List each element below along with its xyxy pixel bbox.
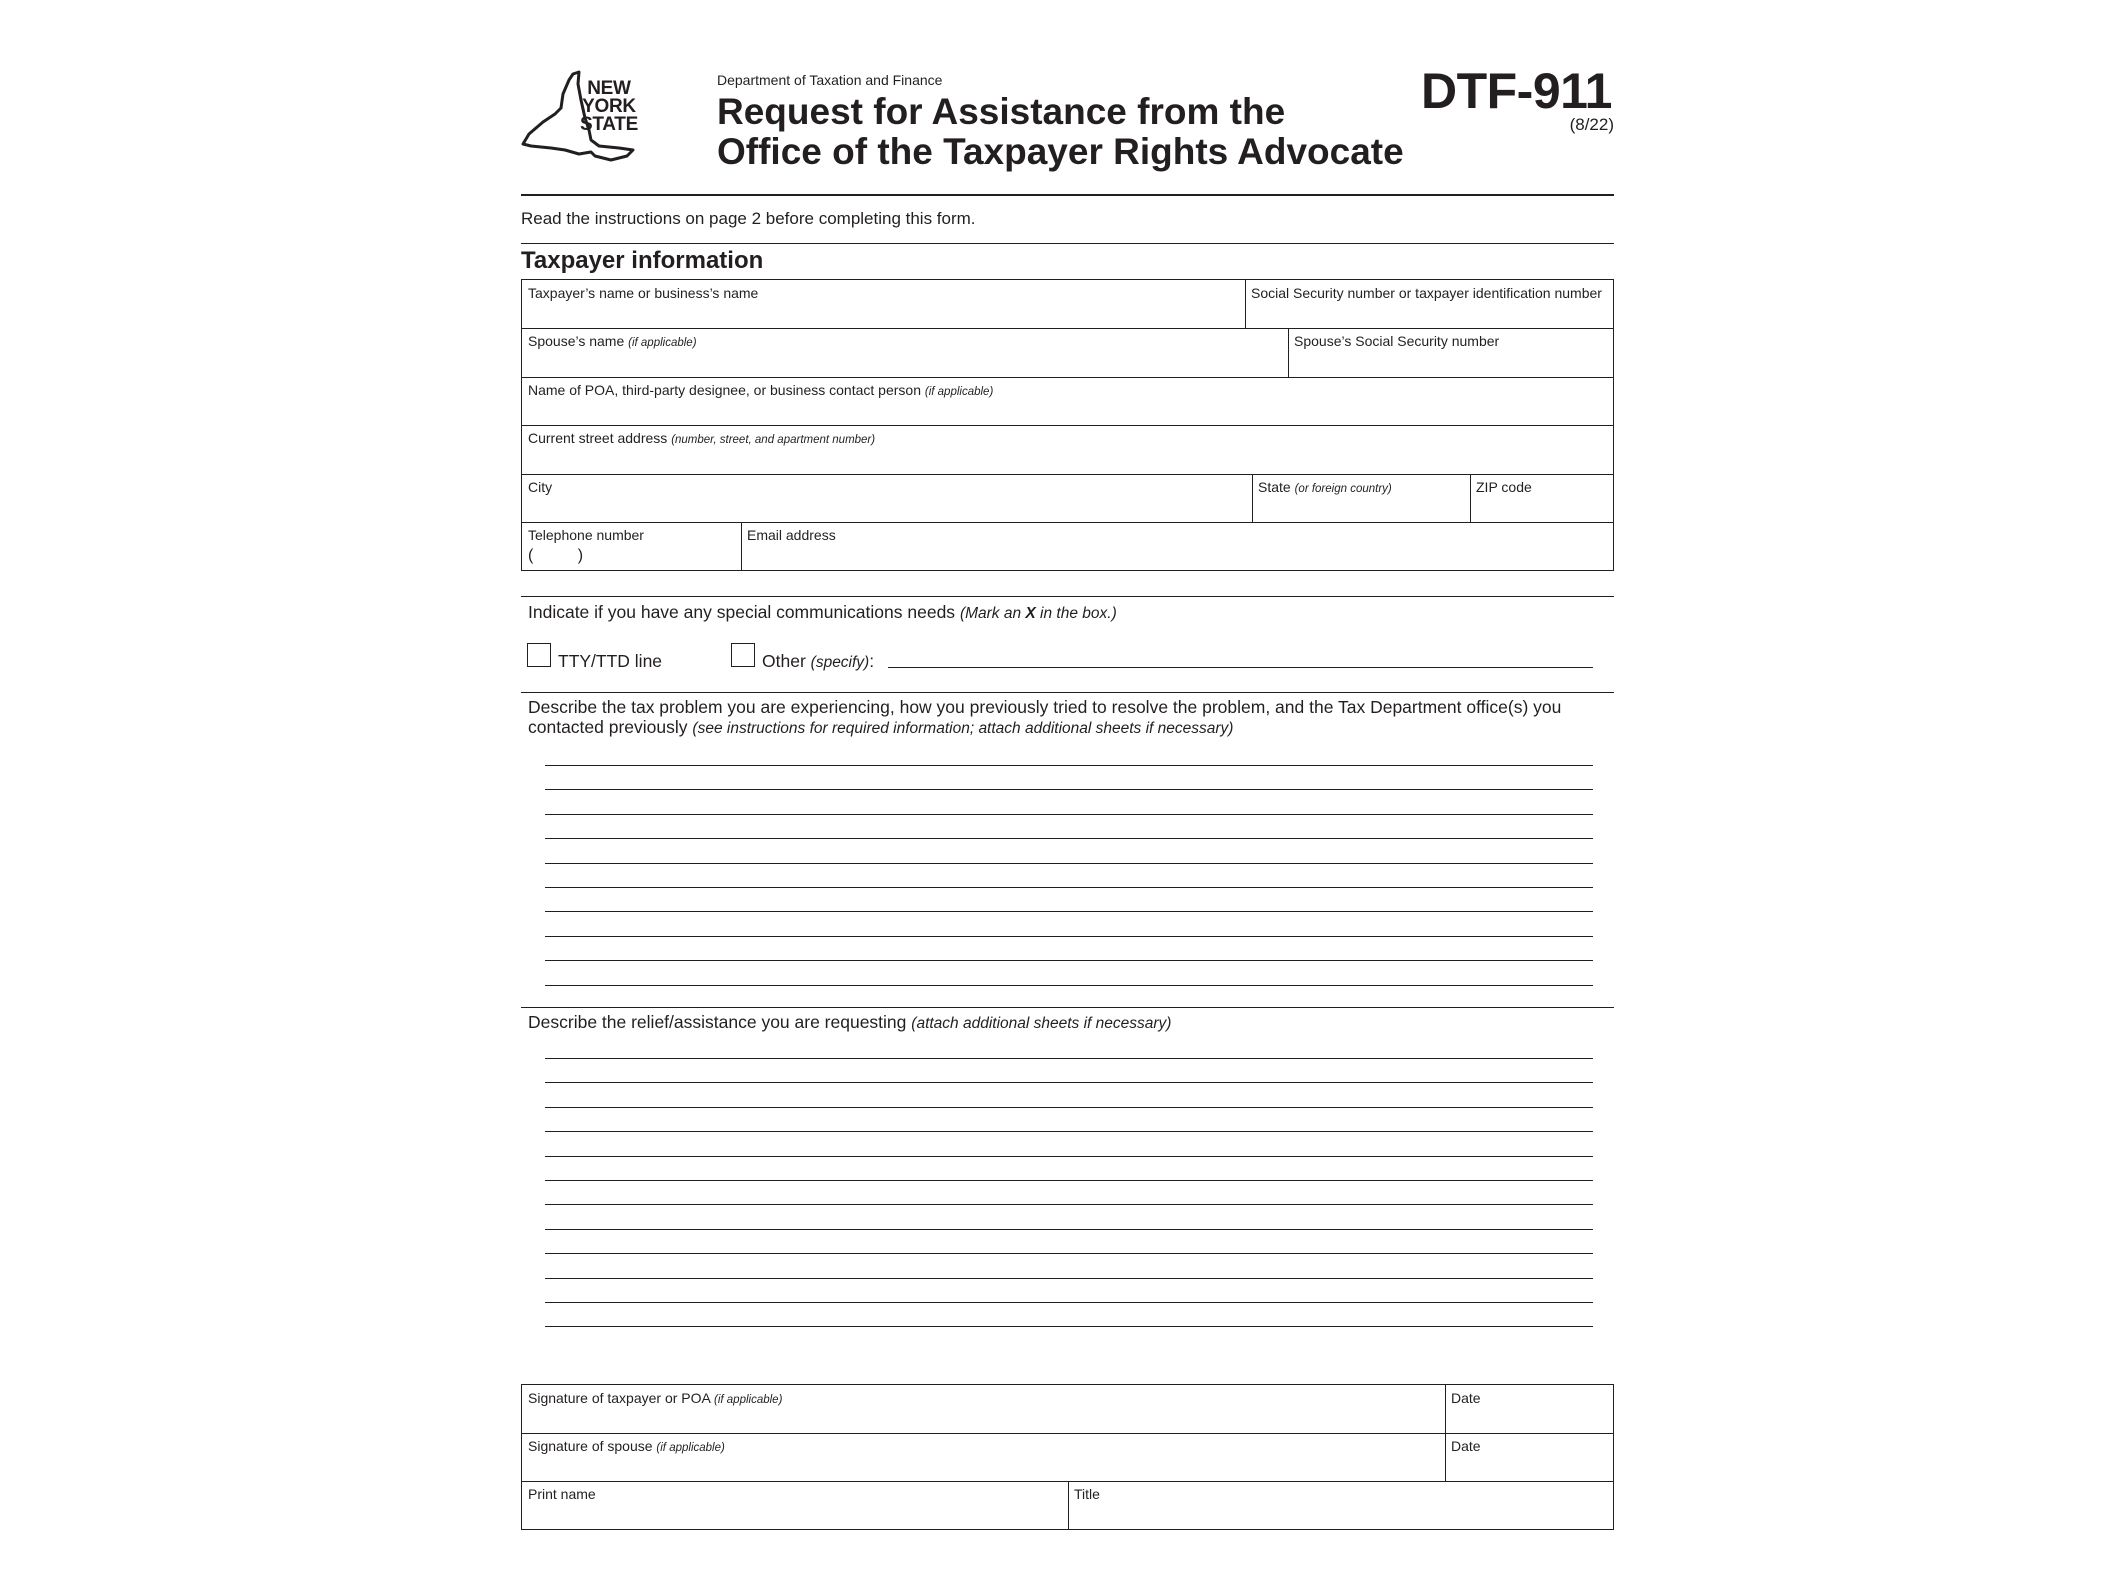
print-name-field[interactable] (522, 1481, 1068, 1529)
taxpayer-signature-label (528, 1390, 782, 1406)
writing-line[interactable] (545, 936, 1593, 937)
email-label: Email address (747, 527, 836, 543)
spouse-signature-note: (if applicable) (656, 1442, 725, 1454)
other-specify-note: (specify) (810, 654, 870, 671)
writing-line[interactable] (545, 1326, 1593, 1327)
instructions-note: Read the instructions on page 2 before completing this form. (521, 209, 976, 228)
logo-line-new: NEW (587, 78, 631, 99)
problem-description-text: Describe the tax problem you are experiencing, how you previously tried to resolve the problem, and the Tax Department office(s) you contacted previously (528, 697, 1562, 737)
zip-code-field[interactable] (1470, 474, 1613, 522)
section-divider (521, 1007, 1614, 1008)
tty-ttd-checkbox[interactable] (527, 643, 551, 667)
area-code-parentheses: ( ) (528, 547, 584, 564)
department-name: Department of Taxation and Finance (717, 72, 943, 88)
street-address-label (528, 430, 875, 446)
other-label (762, 651, 874, 672)
writing-line[interactable] (545, 1156, 1593, 1157)
header-divider (521, 194, 1614, 196)
writing-line[interactable] (545, 1107, 1593, 1108)
writing-line[interactable] (545, 1302, 1593, 1303)
writing-line[interactable] (545, 1204, 1593, 1205)
spouse-name-field[interactable] (522, 328, 1288, 377)
spouse-ssn-label: Spouse’s Social Security number (1294, 333, 1500, 349)
ssn-tin-field[interactable] (1245, 280, 1613, 328)
writing-line[interactable] (545, 1082, 1593, 1083)
writing-line[interactable] (545, 789, 1593, 790)
date-label-1: Date (1451, 1390, 1481, 1406)
mark-note-x: X (1025, 605, 1036, 622)
writing-line[interactable] (545, 985, 1593, 986)
writing-line[interactable] (545, 1278, 1593, 1279)
street-address-note: (number, street, and apartment number) (671, 434, 876, 446)
relief-description-note: (attach additional sheets if necessary) (911, 1015, 1172, 1032)
spouse-name-note: (if applicable) (628, 337, 697, 349)
writing-line[interactable] (545, 1180, 1593, 1181)
print-name-label: Print name (528, 1486, 596, 1502)
writing-line[interactable] (545, 765, 1593, 766)
logo-line-york: YORK (582, 96, 636, 117)
spouse-signature-text: Signature of spouse (528, 1438, 653, 1454)
telephone-label: Telephone number (528, 527, 644, 543)
taxpayer-signature-field[interactable] (522, 1385, 1445, 1433)
poa-name-note: (if applicable) (924, 386, 994, 398)
form-page (521, 0, 1614, 1584)
taxpayer-name-field[interactable] (522, 280, 1245, 328)
writing-line[interactable] (545, 863, 1593, 864)
taxpayer-info-table (521, 279, 1614, 571)
writing-line[interactable] (545, 960, 1593, 961)
other-checkbox[interactable] (731, 643, 755, 667)
ssn-tin-label: Social Security number or taxpayer identification number (1251, 285, 1602, 301)
city-label: City (528, 479, 553, 495)
date-field-1[interactable] (1445, 1385, 1613, 1433)
communications-prompt (528, 602, 1117, 623)
state-label (1258, 479, 1392, 495)
poa-name-field[interactable] (522, 377, 1613, 425)
city-field[interactable] (522, 474, 1252, 522)
section-divider (521, 596, 1614, 597)
spouse-name-text: Spouse’s name (528, 333, 625, 349)
other-label-text: Other (762, 651, 806, 671)
state-text: State (1258, 479, 1291, 495)
zip-code-label: ZIP code (1476, 479, 1532, 495)
writing-line[interactable] (545, 1253, 1593, 1254)
taxpayer-info-heading: Taxpayer information (521, 247, 764, 274)
telephone-field[interactable] (522, 522, 741, 570)
writing-line[interactable] (545, 887, 1593, 888)
spouse-ssn-field[interactable] (1288, 328, 1613, 377)
problem-description-note: (see instructions for required information; attach additional sheets if necessary) (692, 720, 1234, 737)
writing-line[interactable] (545, 1229, 1593, 1230)
mark-note-suffix: in the box.) (1035, 605, 1117, 622)
section-divider (521, 692, 1614, 693)
form-title-line2: Office of the Taxpayer Rights Advocate (717, 131, 1404, 172)
email-field[interactable] (741, 522, 1613, 570)
poa-name-text: Name of POA, third-party designee, or business contact person (528, 382, 921, 398)
poa-name-label (528, 382, 993, 398)
tty-ttd-label: TTY/TTD line (558, 651, 663, 671)
signature-table (521, 1384, 1614, 1530)
street-address-text: Current street address (528, 430, 668, 446)
communications-prompt-text: Indicate if you have any special communications needs (528, 602, 956, 622)
writing-line[interactable] (545, 838, 1593, 839)
writing-line[interactable] (545, 1058, 1593, 1059)
form-id: DTF-911 (1420, 63, 1612, 119)
relief-description-prompt (528, 1012, 1171, 1033)
logo-line-state: STATE (580, 114, 638, 135)
problem-description-prompt (528, 697, 1608, 739)
taxpayer-name-label: Taxpayer’s name or business’s name (528, 285, 759, 301)
relief-description-text: Describe the relief/assistance you are requesting (528, 1012, 907, 1032)
form-title-line1: Request for Assistance from the (717, 91, 1286, 132)
writing-line[interactable] (545, 1131, 1593, 1132)
writing-line[interactable] (545, 911, 1593, 912)
instructions-divider (521, 243, 1614, 244)
spouse-name-label (528, 333, 697, 349)
mark-note-prefix: (Mark an (959, 605, 1026, 622)
new-york-state-logo (521, 70, 671, 162)
spouse-signature-label (528, 1438, 725, 1454)
street-address-field[interactable] (522, 425, 1613, 474)
title-field[interactable] (1068, 1481, 1613, 1529)
communications-mark-note (960, 605, 1117, 622)
date-field-2[interactable] (1445, 1433, 1613, 1481)
form-revision: (8/22) (1569, 115, 1614, 134)
date-label-2: Date (1451, 1438, 1481, 1454)
other-specify-input[interactable] (888, 667, 1593, 668)
logo-wordmark (580, 80, 638, 134)
state-note: (or foreign country) (1294, 483, 1392, 495)
writing-line[interactable] (545, 814, 1593, 815)
spouse-signature-field[interactable] (522, 1433, 1445, 1481)
state-field[interactable] (1252, 474, 1470, 522)
title-label: Title (1074, 1486, 1100, 1502)
taxpayer-signature-note: (if applicable) (714, 1394, 783, 1406)
form-title (717, 92, 1404, 172)
taxpayer-signature-text: Signature of taxpayer or POA (528, 1390, 711, 1406)
other-colon: : (869, 651, 875, 671)
